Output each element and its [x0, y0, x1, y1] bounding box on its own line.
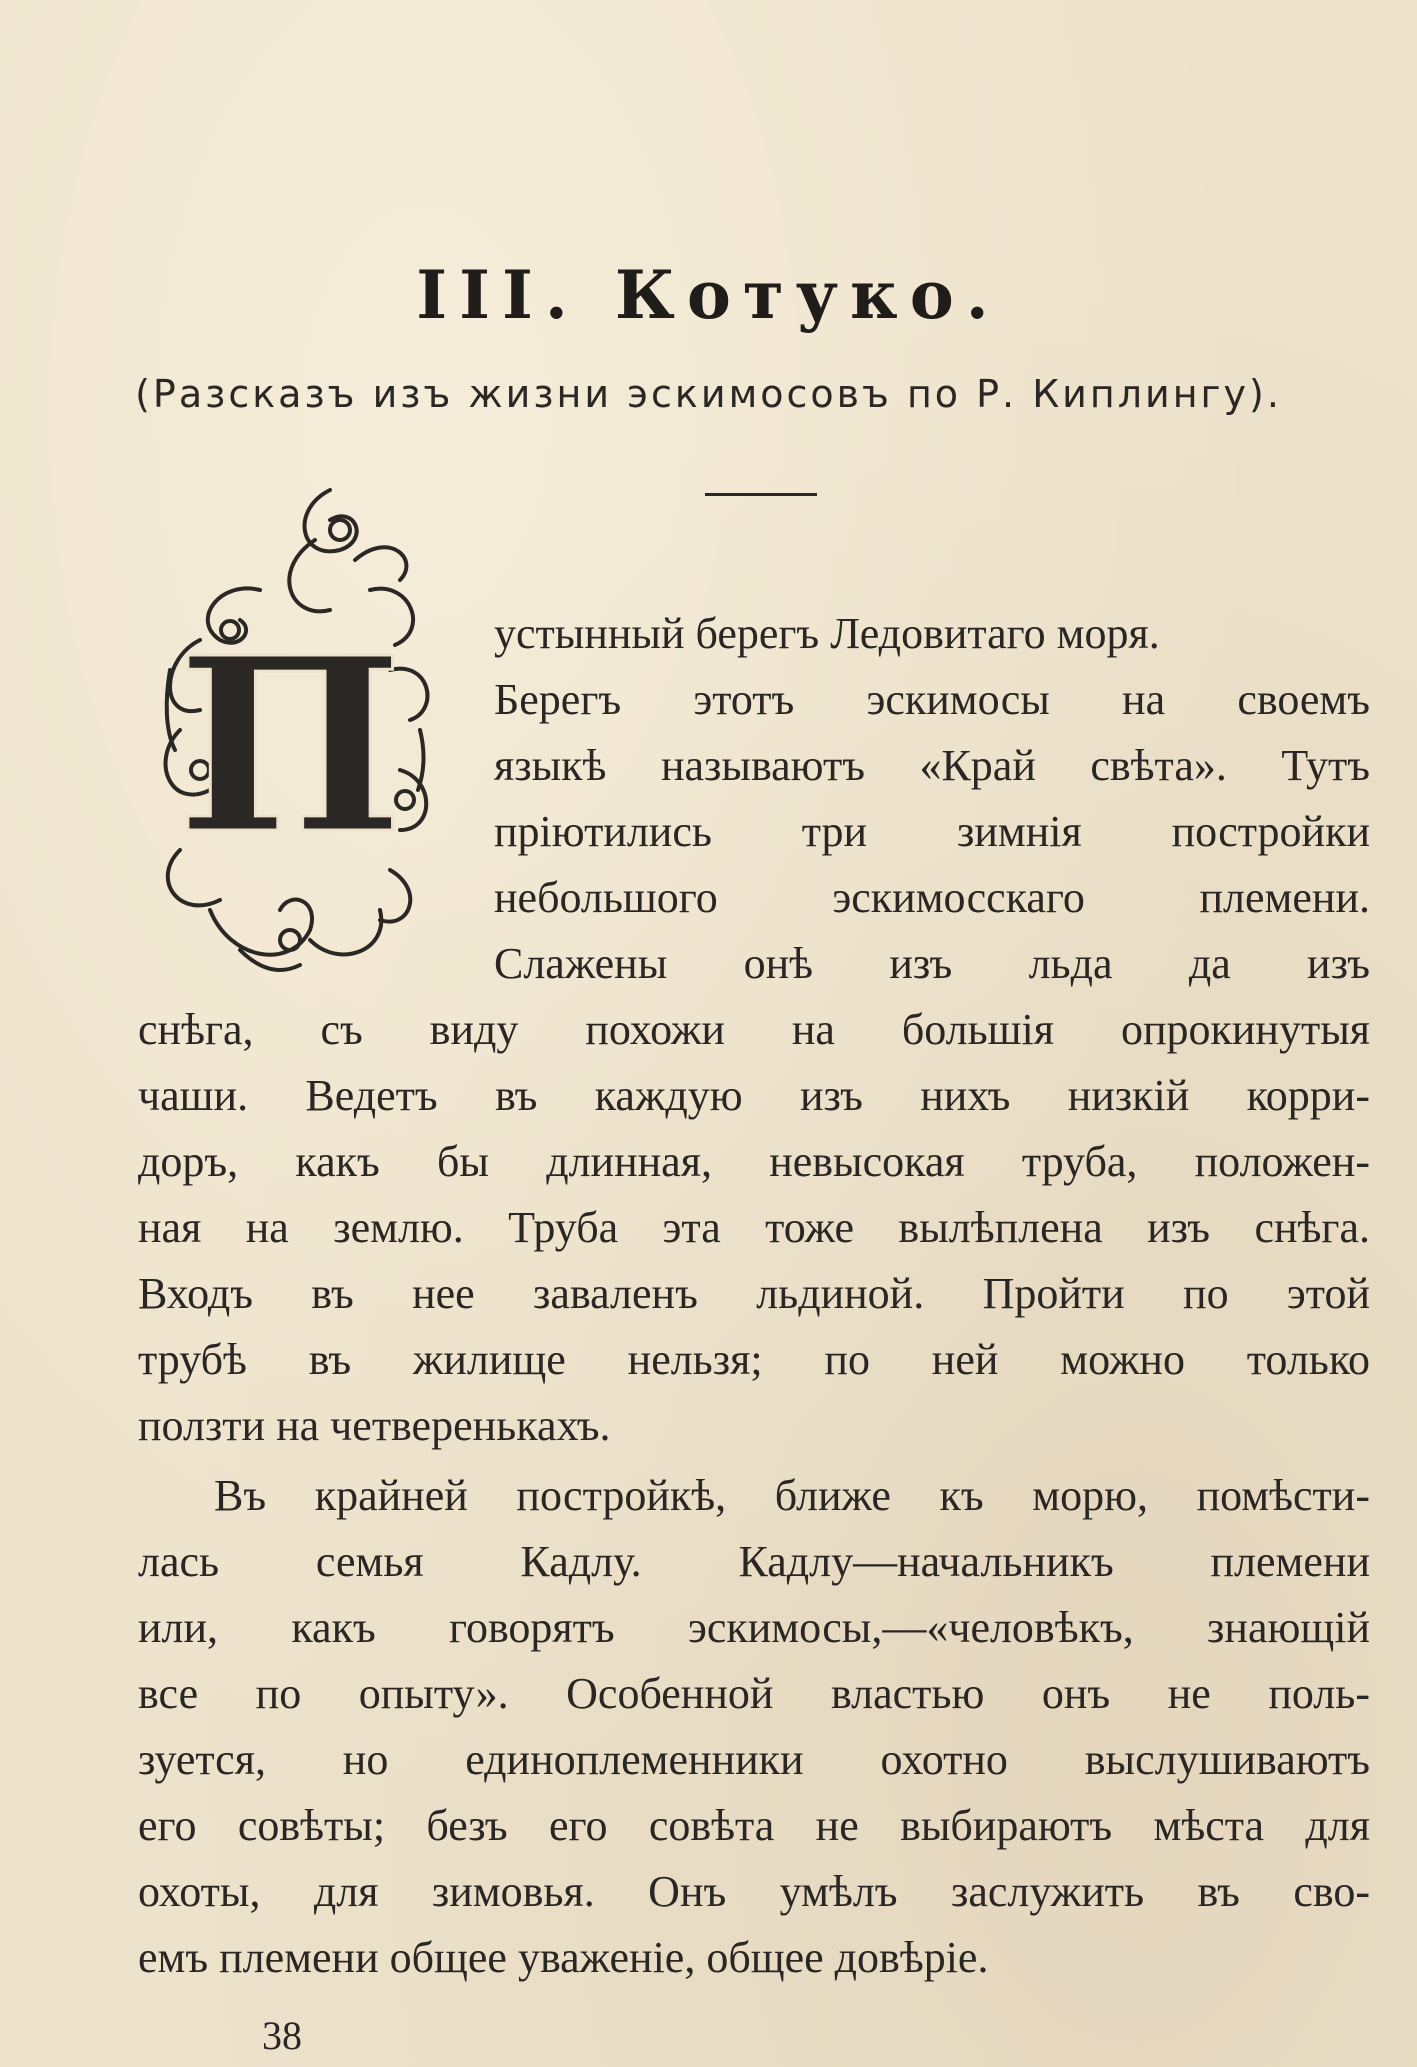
text-line: ползти на четверенькахъ. — [138, 1401, 611, 1450]
text-line: все по опыту». Особенной властью онъ не поль- — [138, 1669, 1370, 1718]
text-line: устынный берегъ Ледовитаго моря. — [494, 609, 1160, 658]
title-divider — [705, 493, 817, 496]
text-line: языкѣ называютъ «Край свѣта». Тутъ — [494, 741, 1370, 790]
chapter-title: III. Котуко. — [416, 256, 1001, 334]
text-line: ная на землю. Труба эта тоже вылѣплена изъ снѣга. — [138, 1203, 1370, 1252]
text-line: Слажены онѣ изъ льда да изъ — [494, 939, 1370, 988]
text-line: пріютились три зимнія постройки — [494, 807, 1370, 856]
text-line: его совѣты; безъ его совѣта не выбираютъ мѣста для — [138, 1801, 1370, 1850]
text-line: трубѣ въ жилище нельзя; по ней можно только — [138, 1335, 1370, 1384]
text-line: чаши. Ведетъ въ каждую изъ нихъ низкій корри- — [138, 1071, 1370, 1120]
text-line: или, какъ говорятъ эскимосы,—«человѣкъ, знающій — [138, 1603, 1370, 1652]
text-line: лась семья Кадлу. Кадлу—начальникъ племени — [138, 1537, 1370, 1586]
page-number: 38 — [262, 2013, 302, 2058]
text-line: зуется, но единоплеменники охотно выслушиваютъ — [138, 1735, 1370, 1784]
text-line: небольшого эскимосскаго племени. — [494, 873, 1370, 922]
ornamental-drop-cap — [140, 470, 440, 990]
text-line: доръ, какъ бы длинная, невысокая труба, положен- — [138, 1137, 1370, 1186]
text-line: Въ крайней постройкѣ, ближе къ морю, помѣсти- — [214, 1471, 1370, 1520]
chapter-subtitle: (Разсказъ изъ жизни эскимосовъ по Р. Киплингу). — [135, 372, 1282, 416]
text-line: Берегъ этотъ эскимосы на своемъ — [494, 675, 1370, 724]
drop-cap-letter: П — [176, 605, 404, 887]
text-line: емъ племени общее уваженіе, общее довѣріе. — [138, 1933, 989, 1982]
text-line: снѣга, съ виду похожи на большія опрокинутыя — [138, 1005, 1370, 1054]
text-line: Входъ въ нее заваленъ льдиной. Пройти по этой — [138, 1269, 1370, 1318]
text-line: охоты, для зимовья. Онъ умѣлъ заслужить въ сво- — [138, 1867, 1370, 1916]
